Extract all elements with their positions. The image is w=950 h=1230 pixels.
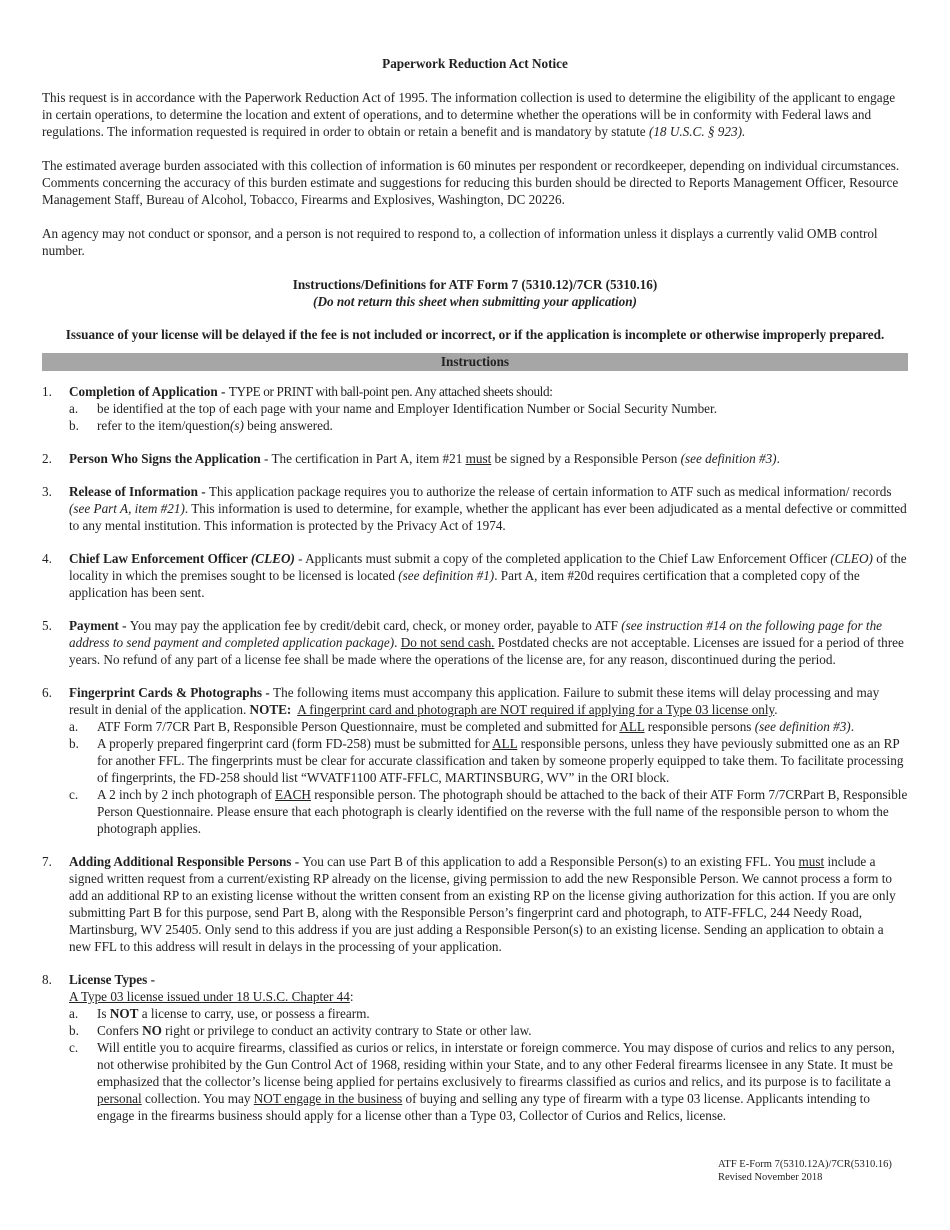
instruction-item-3: 3. Release of Information - This application package requires you to authorize the release of certain information to ATF such as medical information/ records (see Part A, item #21). This information is used to determine, for example, whether the applicant has ever been adjudicated as a mental defective or committed to any mental institution. This information is protected by the Privacy Act of 1974.: [42, 484, 907, 533]
pra-paragraph-3: An agency may not conduct or sponsor, and a person is not required to respond to, a collection of information unless it displays a currently valid OMB control number.: [42, 226, 878, 258]
form-number: ATF E-Form 7(5310.12A)/7CR(5310.16): [718, 1159, 892, 1170]
instructions-bar: Instructions: [42, 353, 908, 371]
pra-paragraph-1: This request is in accordance with the Paperwork Reduction Act of 1995. The information collection is used to determine the eligibility of the applicant to engage in certain operations, to determine the location and extent of operations, and to determine whether the operations will be in conformity with Federal laws and regulations. The information requested is required in order to obtain or retain a benefit and is mandatory by statute (18 U.S.C. § 923).: [42, 90, 896, 139]
sub-item-b: b. refer to the item/question(s) being answered.: [69, 418, 333, 433]
instruction-item-5: 5. Payment - You may pay the application fee by credit/debit card, check, or money order, payable to ATF (see instruction #14 on the following page for the address to send payment and completed application package). Do not send cash. Postdated checks are not acceptable. Licenses are issued for a period of three years. No refund of any part of a license fee shall be made where the operations of the license are, for any reason, discontinued during the period.: [42, 618, 904, 667]
delay-warning: Issuance of your license will be delayed if the fee is not included or incorrect, or if the application is incomplete or otherwise improperly prepared.: [65, 327, 885, 342]
instructions-subtitle: (Do not return this sheet when submitting your application): [313, 294, 637, 309]
sub-item-a: a. Is NOT a license to carry, use, or possess a firearm.: [69, 1006, 370, 1021]
sub-item-c: c. Will entitle you to acquire firearms, classified as curios or relics, in interstate or foreign commerce. You may dispose of curios and relics to any person, not otherwise prohibited by the Gun Control Act of 1968, residing within your State, and to any other Federal firearms licensee in any State. It must be emphasized that the collector’s license being applied for pertains exclusively to firearms classified as curios and relics, and its purpose is to facilitate a personal collection. You may NOT engage in the business of buying and selling any type of firearm with a type 03 license. Applicants intending to engage in the firearms business should apply for a license other than a Type 03, Collector of Curios and Relics, license.: [69, 1040, 895, 1123]
instruction-item-2: 2. Person Who Signs the Application - The certification in Part A, item #21 must be signed by a Responsible Person (see definition #3).: [42, 451, 780, 466]
sub-item-a: a. be identified at the top of each page with your name and Employer Identification Number or Social Security Number.: [69, 401, 717, 416]
revision-date: Revised November 2018: [718, 1172, 823, 1183]
sub-item-b: b. A properly prepared fingerprint card (form FD-258) must be submitted for ALL responsible persons, unless they have peviously submitted one as an RP for another FFL. The fingerprints must be clear for accurate classification and taken by someone properly equipped to take them. To facilitate processing of fingerprints, the FD-258 should list “WVATF1100 ATF-FFLC, MARTINSBURG, WV” in the ORI block.: [69, 736, 904, 785]
instruction-item-1: 1. Completion of Application - TYPE or PRINT with ball-point pen. Any attached sheets should: a. be identified at the top of each page with your name and Employer Identification Number or Social Security Number. b. refer to the item/question(s) being answered.: [42, 383, 908, 434]
sub-item-a: a. ATF Form 7/7CR Part B, Responsible Person Questionnaire, must be completed and submitted for ALL responsible persons (see definition #3).: [69, 719, 854, 734]
instruction-item-6: 6. Fingerprint Cards & Photographs - The following items must accompany this application. Failure to submit these items will delay processing and may result in denial of the application. NOTE: A fingerprint card and photograph are NOT required if applying for a Type 03 license only. a. ATF Form 7/7CR Part B, Responsible Person Questionnaire, must be completed and submitted for ALL responsible persons (see definition #3). b. A properly prepared fingerprint card (form FD-258) must be submitted for ALL responsible persons, unless they have peviously submitted one as an RP for another FFL. The fingerprints must be clear for accurate classification and taken by someone properly equipped to take them. To facilitate processing of fingerprints, the FD-258 should list “WVATF1100 ATF-FFLC, MARTINSBURG, WV” in the ORI block. c. A 2 inch by 2 inch photograph of EACH responsible person. The photograph should be attached to the back of their ATF Form 7/7CRPart B, Responsible Person Questionnaire. Please ensure that each photograph is clearly identified on the reverse with the full name of the responsible person to whom the photograph applies.: [42, 685, 908, 836]
sub-item-b: b. Confers NO right or privilege to conduct an activity contrary to State or other law.: [69, 1023, 532, 1038]
instruction-item-7: 7. Adding Additional Responsible Persons - You can use Part B of this application to add a Responsible Person(s) to an existing FFL. You must include a signed written request from a current/existing RP already on the license, giving permission to add the new Responsible Person. We cannot process a form to add an additional RP to an existing license without the written consent from an existing RP on the license giving authorization for this action. If you are only submitting Part B for this purpose, send Part B, along with the Responsible Person’s fingerprint card and photograph, to ATF-FFLC, 244 Needy Road, Martinsburg, WV 25405. Only send to this address if you are just adding a Responsible Person(s) to an existing license. Sending an application to obtain a new FFL to this address will result in delays in the processing of your application.: [42, 854, 896, 954]
document-body: [42, 55, 908, 1140]
sub-item-c: c. A 2 inch by 2 inch photograph of EACH responsible person. The photograph should be attached to the back of their ATF Form 7/7CRPart B, Responsible Person Questionnaire. Please ensure that each photograph is clearly identified on the reverse with the full name of the responsible person to whom the photograph applies.: [69, 787, 908, 836]
pra-paragraph-2: The estimated average burden associated with this collection of information is 60 minutes per respondent or recordkeeper, depending on individual circumstances. Comments concerning the accuracy of this burden estimate and suggestions for reducing this burden should be directed to Reports Management Officer, Resource Management Staff, Bureau of Alcohol, Tobacco, Firearms and Explosives, Washington, DC 20226.: [42, 158, 900, 207]
instructions-title: Instructions/Definitions for ATF Form 7 (5310.12)/7CR (5310.16): [292, 277, 658, 292]
instruction-item-8: 8. License Types - A Type 03 license issued under 18 U.S.C. Chapter 44: a. Is NOT a license to carry, use, or possess a firearm. b. Confers NO right or privilege to conduct an activity contrary to State or other law. c. Will entitle you to acquire firearms, classified as curios or relics, in interstate or foreign commerce. You may dispose of curios and relics to any person, not otherwise prohibited by the Gun Control Act of 1968, residing within your State, and to any other Federal firearms licensee in any State. It must be emphasized that the collector’s license being applied for pertains exclusively to firearms classified as curios and relics, and its purpose is to facilitate a personal collection. You may NOT engage in the business of buying and selling any type of firearm with a type 03 license. Applicants intending to engage in the firearms business should apply for a license other than a Type 03, Collector of Curios and Relics, license.: [42, 971, 908, 1124]
pra-title: Paperwork Reduction Act Notice: [382, 56, 568, 71]
instruction-item-4: 4. Chief Law Enforcement Officer (CLEO) - Applicants must submit a copy of the completed application to the Chief Law Enforcement Officer (CLEO) of the locality in which the premises sought to be licensed is located (see definition #1). Part A, item #20d requires certification that a completed copy of the application has been sent.: [42, 551, 907, 600]
form-footer: [718, 1158, 892, 1184]
